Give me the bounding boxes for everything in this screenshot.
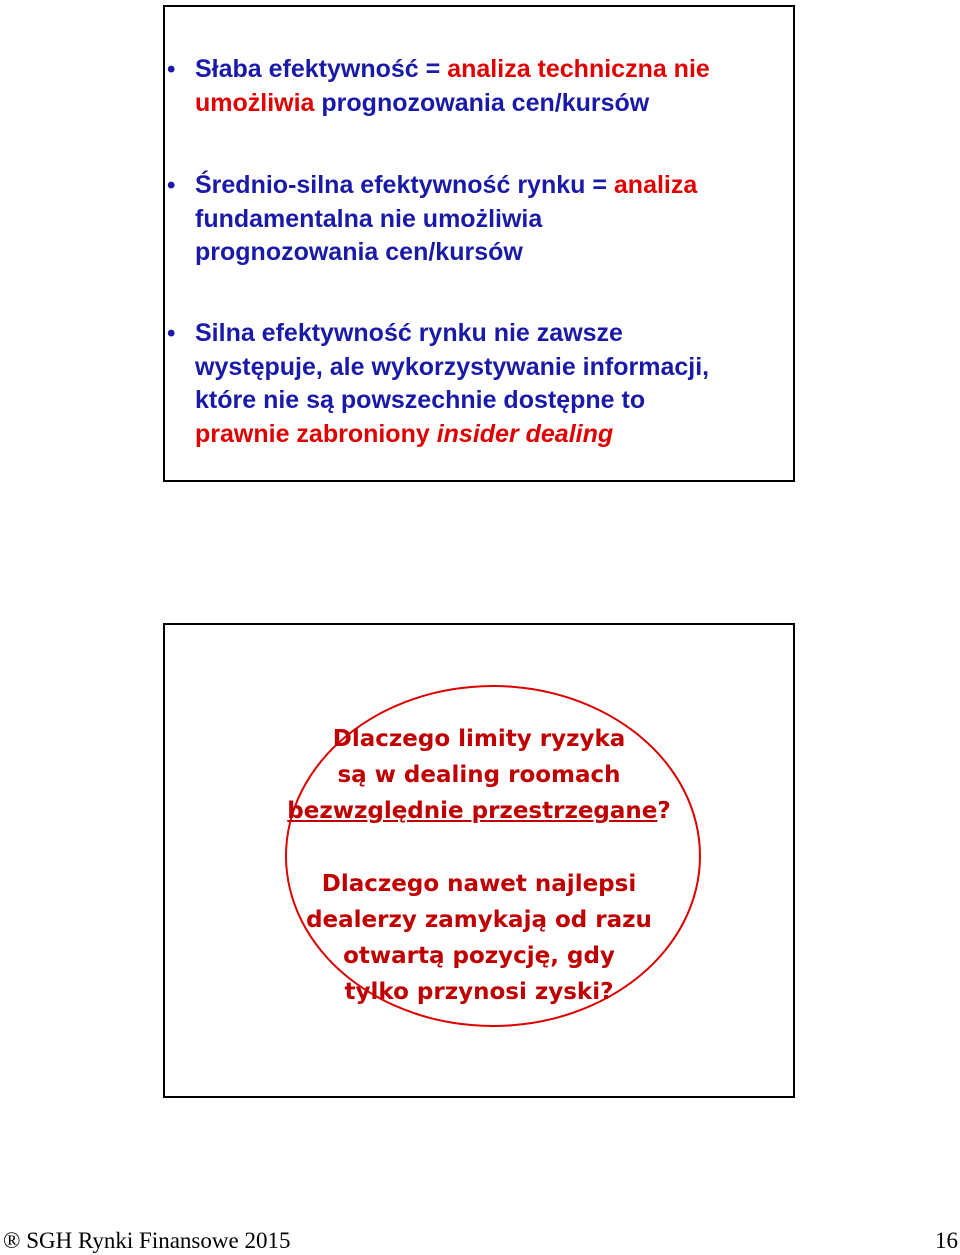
bullet-line: występuje, ale wykorzystywanie informacji, bbox=[195, 352, 710, 381]
bullet-item-semi-strong-efficiency bbox=[167, 169, 785, 270]
bullet-line: prawnie zabroniony insider dealing bbox=[195, 419, 614, 448]
bullet-line: Słaba efektywność = analiza techniczna nie bbox=[195, 55, 710, 83]
question-line: są w dealing roomach bbox=[337, 762, 621, 788]
footer-copyright: ® SGH Rynki Finansowe 2015 bbox=[3, 1228, 291, 1253]
slide-1 bbox=[163, 5, 795, 482]
bullet-line: prognozowania cen/kursów bbox=[195, 238, 523, 266]
bullet-item-weak-efficiency bbox=[167, 53, 785, 120]
question-line: tylko przynosi zyski? bbox=[344, 979, 614, 1005]
page-number: 16 bbox=[935, 1228, 958, 1253]
bullet-line: Silna efektywność rynku nie zawsze bbox=[195, 319, 623, 347]
bullet-icon: • bbox=[167, 172, 176, 199]
bullet-line: fundamentalna nie umożliwia bbox=[195, 204, 543, 233]
question-line: bezwzględnie przestrzegane? bbox=[287, 798, 671, 824]
bullet-line: Średnio-silna efektywność rynku = analiza bbox=[195, 171, 698, 199]
page-footer bbox=[0, 1228, 960, 1255]
bullet-icon: • bbox=[167, 56, 176, 83]
question-line: dealerzy zamykają od razu bbox=[306, 907, 652, 933]
question-line: Dlaczego nawet najlepsi bbox=[321, 871, 637, 897]
bullet-line: umożliwia prognozowania cen/kursów bbox=[195, 88, 650, 117]
slide-2 bbox=[163, 623, 795, 1098]
question-closing-positions bbox=[165, 866, 793, 1010]
bullet-icon: • bbox=[167, 320, 176, 347]
question-risk-limits bbox=[165, 721, 793, 829]
bullet-line: które nie są powszechnie dostępne to bbox=[195, 386, 646, 414]
question-line: otwartą pozycję, gdy bbox=[343, 943, 615, 969]
bullet-item-strong-efficiency bbox=[167, 317, 785, 451]
question-line: Dlaczego limity ryzyka bbox=[332, 726, 626, 752]
